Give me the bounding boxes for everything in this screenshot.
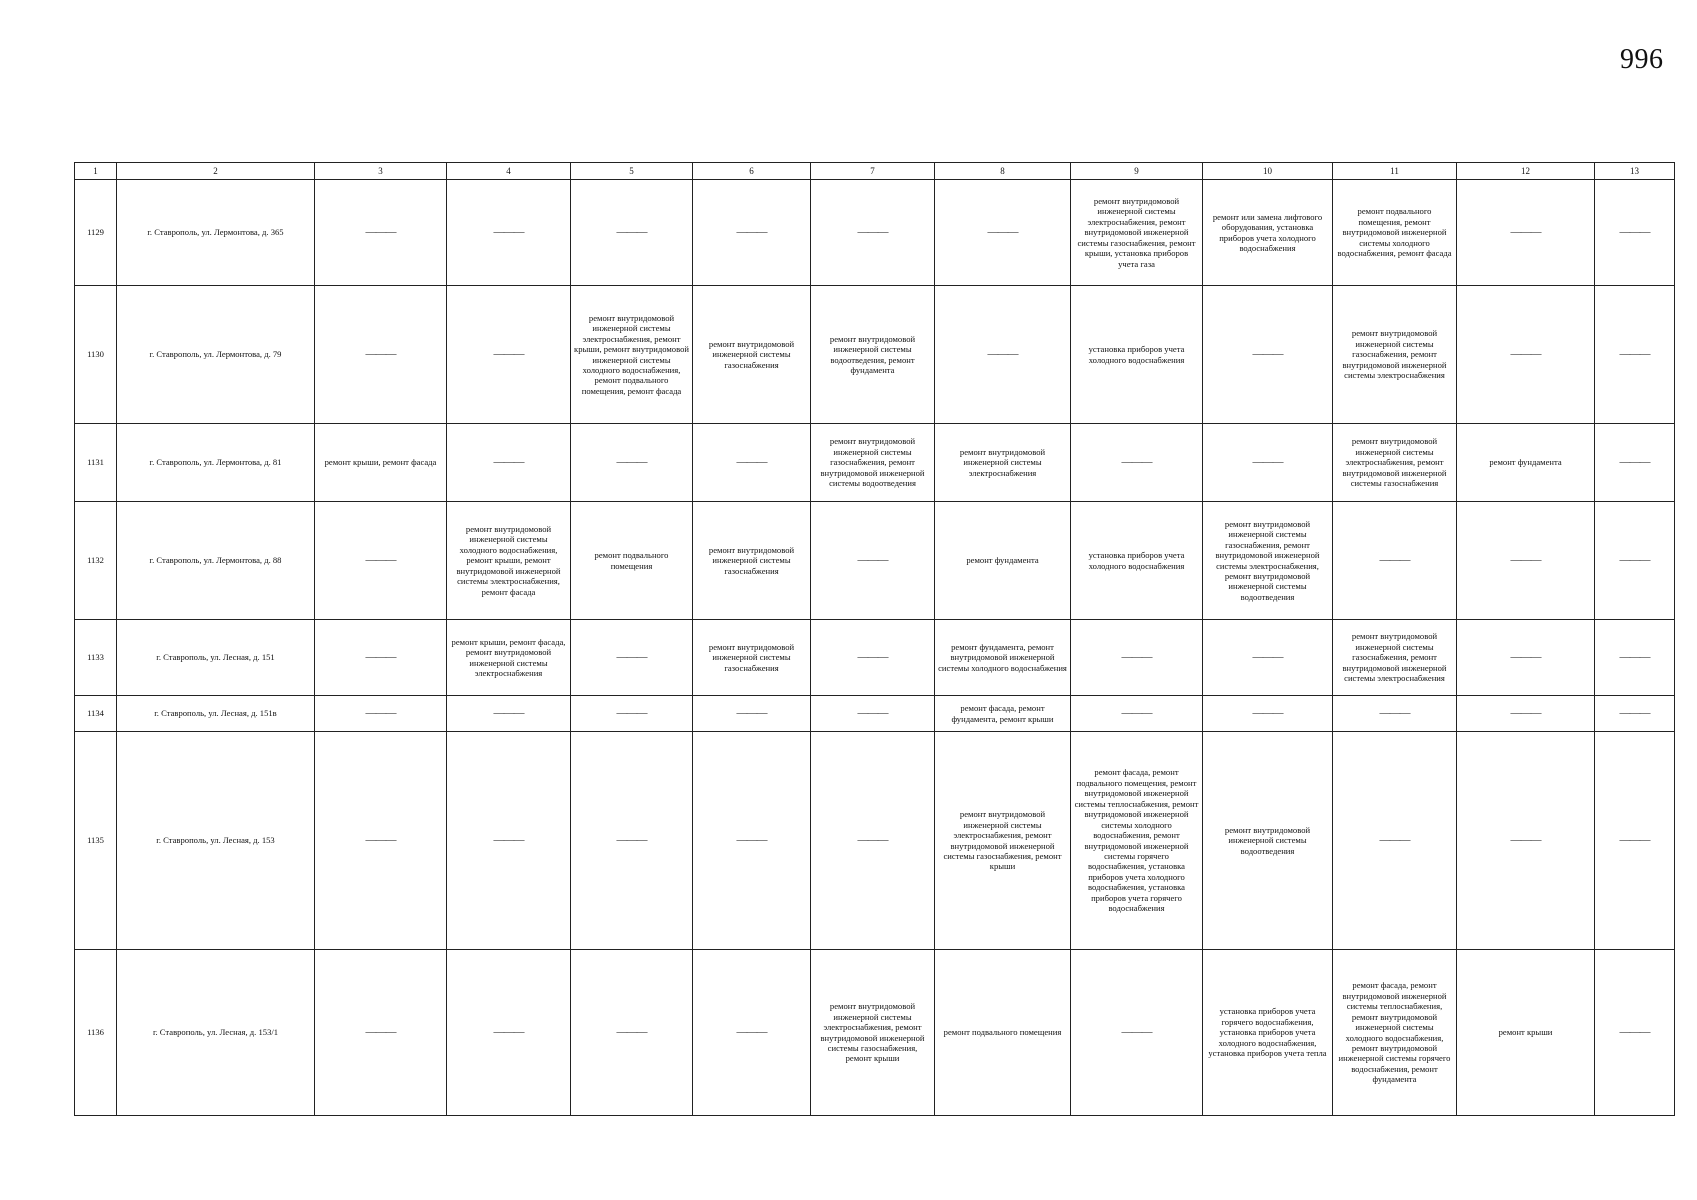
address-cell: г. Ставрополь, ул. Лермонтова, д. 79 [117,286,315,424]
work-type-cell [315,180,447,286]
table-row [75,424,1675,502]
empty-dash: ——— [365,553,396,566]
column-header: 6 [693,163,811,180]
empty-dash: ——— [493,706,524,719]
work-type-cell [315,732,447,950]
work-type-cell [571,620,693,696]
empty-dash: ——— [1510,225,1541,238]
address-cell: г. Ставрополь, ул. Лесная, д. 153/1 [117,950,315,1116]
work-type-cell [447,732,571,950]
empty-dash: ——— [365,347,396,360]
empty-dash: ——— [616,1025,647,1038]
empty-dash: ——— [1619,553,1650,566]
work-type-cell [571,732,693,950]
empty-dash: ——— [365,833,396,846]
work-type-cell [315,502,447,620]
work-type-cell: установка приборов учета холодного водоснабжения [1071,286,1203,424]
column-header: 3 [315,163,447,180]
empty-dash: ——— [493,1025,524,1038]
work-type-cell [1457,502,1595,620]
table-row [75,696,1675,732]
empty-dash: ——— [1121,706,1152,719]
address-cell: г. Ставрополь, ул. Лермонтова, д. 81 [117,424,315,502]
work-type-cell: установка приборов учета холодного водоснабжения [1071,502,1203,620]
empty-dash: ——— [365,650,396,663]
empty-dash: ——— [616,833,647,846]
work-type-cell [571,950,693,1116]
empty-dash: ——— [736,706,767,719]
work-type-cell: ремонт внутридомовой инженерной системы газоснабжения [693,502,811,620]
address-cell: г. Ставрополь, ул. Лесная, д. 151в [117,696,315,732]
work-type-cell: ремонт внутридомовой инженерной системы газоснабжения [693,620,811,696]
table-row [75,180,1675,286]
row-number-cell: 1133 [75,620,117,696]
work-type-cell: ремонт внутридомовой инженерной системы газоснабжения [693,286,811,424]
empty-dash: ——— [493,833,524,846]
work-type-cell: ремонт внутридомовой инженерной системы газоснабжения, ремонт внутридомовой инженерной системы электроснабжения [1333,286,1457,424]
work-type-cell: ремонт подвального помещения, ремонт внутридомовой инженерной системы холодного водоснабжения, ремонт фасада [1333,180,1457,286]
empty-dash: ——— [616,706,647,719]
work-type-cell: ремонт фасада, ремонт внутридомовой инженерной системы теплоснабжения, ремонт внутридомовой инженерной системы холодного водоснабжения, ремонт внутридомовой инженерной системы горячего водоснабжения, ремонт фундамента [1333,950,1457,1116]
work-type-cell [315,620,447,696]
empty-dash: ——— [616,650,647,663]
empty-dash: ——— [1619,1025,1650,1038]
column-header: 9 [1071,163,1203,180]
empty-dash: ——— [1619,347,1650,360]
column-header: 10 [1203,163,1333,180]
work-type-cell: ремонт крыши [1457,950,1595,1116]
empty-dash: ——— [857,225,888,238]
table-row [75,732,1675,950]
work-type-cell [1071,696,1203,732]
empty-dash: ——— [736,1025,767,1038]
work-type-cell: ремонт внутридомовой инженерной системы электроснабжения, ремонт внутридомовой инженерной системы газоснабжения, ремонт крыши, установка приборов учета газа [1071,180,1203,286]
empty-dash: ——— [1510,833,1541,846]
column-header: 2 [117,163,315,180]
column-header: 5 [571,163,693,180]
work-type-cell [447,950,571,1116]
work-type-cell [1457,620,1595,696]
empty-dash: ——— [1510,347,1541,360]
work-type-cell [1457,732,1595,950]
work-type-cell: установка приборов учета горячего водоснабжения, установка приборов учета холодного водоснабжения, установка приборов учета тепла [1203,950,1333,1116]
empty-dash: ——— [1252,706,1283,719]
work-type-cell: ремонт фасада, ремонт фундамента, ремонт крыши [935,696,1071,732]
work-type-cell [1457,696,1595,732]
work-type-cell [1203,424,1333,502]
work-type-cell: ремонт внутридомовой инженерной системы электроснабжения [935,424,1071,502]
header-row [75,163,1675,180]
work-type-cell [1595,696,1675,732]
table-row [75,502,1675,620]
empty-dash: ——— [1619,455,1650,468]
work-type-cell: ремонт крыши, ремонт фасада, ремонт внутридомовой инженерной системы электроснабжения [447,620,571,696]
work-type-cell [1071,620,1203,696]
work-type-cell: ремонт внутридомовой инженерной системы газоснабжения, ремонт внутридомовой инженерной системы электроснабжения, ремонт внутридомовой инженерной системы водоотведения [1203,502,1333,620]
address-cell: г. Ставрополь, ул. Лесная, д. 153 [117,732,315,950]
empty-dash: ——— [1510,706,1541,719]
work-type-cell: ремонт фундамента, ремонт внутридомовой инженерной системы холодного водоснабжения [935,620,1071,696]
work-type-cell [935,180,1071,286]
empty-dash: ——— [1252,347,1283,360]
work-type-cell: ремонт фундамента [1457,424,1595,502]
work-type-cell [1203,696,1333,732]
work-type-cell: ремонт внутридомовой инженерной системы электроснабжения, ремонт внутридомовой инженерной системы газоснабжения, ремонт крыши [811,950,935,1116]
work-type-cell [693,180,811,286]
work-type-cell [811,180,935,286]
work-type-cell [935,286,1071,424]
empty-dash: ——— [1121,650,1152,663]
row-number-cell: 1135 [75,732,117,950]
work-type-cell: ремонт фасада, ремонт подвального помещения, ремонт внутридомовой инженерной системы теплоснабжения, ремонт внутридомовой инженерной системы холодного водоснабжения, ремонт внутридомовой инженерной системы горячего водоснабжения, установка приборов учета холодного водоснабжения, установка приборов учета горячего водоснабжения [1071,732,1203,950]
column-header: 8 [935,163,1071,180]
empty-dash: ——— [857,833,888,846]
empty-dash: ——— [736,455,767,468]
work-type-cell [693,696,811,732]
work-type-cell [693,950,811,1116]
empty-dash: ——— [616,225,647,238]
work-type-cell: ремонт внутридомовой инженерной системы водоотведения [1203,732,1333,950]
table-body [75,180,1675,1116]
address-cell: г. Ставрополь, ул. Лермонтова, д. 365 [117,180,315,286]
work-type-cell [315,286,447,424]
column-header: 13 [1595,163,1675,180]
empty-dash: ——— [1121,1025,1152,1038]
work-type-cell [693,424,811,502]
empty-dash: ——— [1379,553,1410,566]
address-cell: г. Ставрополь, ул. Лермонтова, д. 88 [117,502,315,620]
work-type-cell [811,502,935,620]
empty-dash: ——— [1379,706,1410,719]
empty-dash: ——— [493,347,524,360]
table-row [75,620,1675,696]
work-type-cell [1595,732,1675,950]
empty-dash: ——— [493,455,524,468]
work-type-cell [447,286,571,424]
column-header: 7 [811,163,935,180]
empty-dash: ——— [736,225,767,238]
work-type-cell [1595,502,1675,620]
empty-dash: ——— [1619,833,1650,846]
row-number-cell: 1132 [75,502,117,620]
work-type-cell [571,696,693,732]
work-type-cell [1457,286,1595,424]
empty-dash: ——— [1619,225,1650,238]
table-row [75,950,1675,1116]
work-type-cell: ремонт подвального помещения [571,502,693,620]
work-type-cell: ремонт внутридомовой инженерной системы холодного водоснабжения, ремонт крыши, ремонт внутридомовой инженерной системы электроснабжения, ремонт фасада [447,502,571,620]
row-number-cell: 1134 [75,696,117,732]
work-type-cell [1595,950,1675,1116]
work-type-cell: ремонт внутридомовой инженерной системы электроснабжения, ремонт внутридомовой инженерной системы газоснабжения [1333,424,1457,502]
empty-dash: ——— [365,1025,396,1038]
work-type-cell [811,696,935,732]
empty-dash: ——— [1252,650,1283,663]
work-type-cell [693,732,811,950]
empty-dash: ——— [1379,833,1410,846]
work-type-cell [811,732,935,950]
repair-schedule-table [74,162,1675,1116]
empty-dash: ——— [1510,553,1541,566]
empty-dash: ——— [493,225,524,238]
work-type-cell [315,950,447,1116]
work-type-cell [571,180,693,286]
column-header: 11 [1333,163,1457,180]
work-type-cell [447,180,571,286]
work-type-cell: ремонт или замена лифтового оборудования, установка приборов учета холодного водоснабжения [1203,180,1333,286]
empty-dash: ——— [987,347,1018,360]
empty-dash: ——— [857,706,888,719]
work-type-cell [811,620,935,696]
work-type-cell [1595,180,1675,286]
address-cell: г. Ставрополь, ул. Лесная, д. 151 [117,620,315,696]
column-number-header [75,163,1675,180]
work-type-cell [1071,424,1203,502]
column-header: 4 [447,163,571,180]
work-type-cell [447,696,571,732]
work-type-cell: ремонт внутридомовой инженерной системы электроснабжения, ремонт внутридомовой инженерной системы газоснабжения, ремонт крыши [935,732,1071,950]
row-number-cell: 1130 [75,286,117,424]
empty-dash: ——— [365,706,396,719]
work-type-cell [1595,424,1675,502]
empty-dash: ——— [1619,706,1650,719]
work-type-cell [1333,732,1457,950]
work-type-cell: ремонт крыши, ремонт фасада [315,424,447,502]
work-type-cell: ремонт внутридомовой инженерной системы электроснабжения, ремонт крыши, ремонт внутридомовой инженерной системы холодного водоснабжения, ремонт подвального помещения, ремонт фасада [571,286,693,424]
empty-dash: ——— [365,225,396,238]
work-type-cell [1333,502,1457,620]
empty-dash: ——— [857,553,888,566]
empty-dash: ——— [616,455,647,468]
work-type-cell [571,424,693,502]
empty-dash: ——— [1121,455,1152,468]
row-number-cell: 1136 [75,950,117,1116]
column-header: 1 [75,163,117,180]
work-type-cell: ремонт внутридомовой инженерной системы газоснабжения, ремонт внутридомовой инженерной системы водоотведения [811,424,935,502]
work-type-cell [315,696,447,732]
page-number: 996 [1620,44,1664,75]
work-type-cell: ремонт внутридомовой инженерной системы газоснабжения, ремонт внутридомовой инженерной системы электроснабжения [1333,620,1457,696]
work-type-cell [1457,180,1595,286]
work-type-cell: ремонт фундамента [935,502,1071,620]
work-type-cell [447,424,571,502]
empty-dash: ——— [987,225,1018,238]
empty-dash: ——— [857,650,888,663]
empty-dash: ——— [736,833,767,846]
row-number-cell: 1131 [75,424,117,502]
empty-dash: ——— [1252,455,1283,468]
table-row [75,286,1675,424]
work-type-cell [1203,620,1333,696]
work-type-cell [1595,620,1675,696]
empty-dash: ——— [1510,650,1541,663]
empty-dash: ——— [1619,650,1650,663]
work-type-cell [1595,286,1675,424]
work-type-cell: ремонт внутридомовой инженерной системы водоотведения, ремонт фундамента [811,286,935,424]
work-type-cell [1333,696,1457,732]
work-type-cell [1203,286,1333,424]
work-type-cell [1071,950,1203,1116]
column-header: 12 [1457,163,1595,180]
work-type-cell: ремонт подвального помещения [935,950,1071,1116]
row-number-cell: 1129 [75,180,117,286]
